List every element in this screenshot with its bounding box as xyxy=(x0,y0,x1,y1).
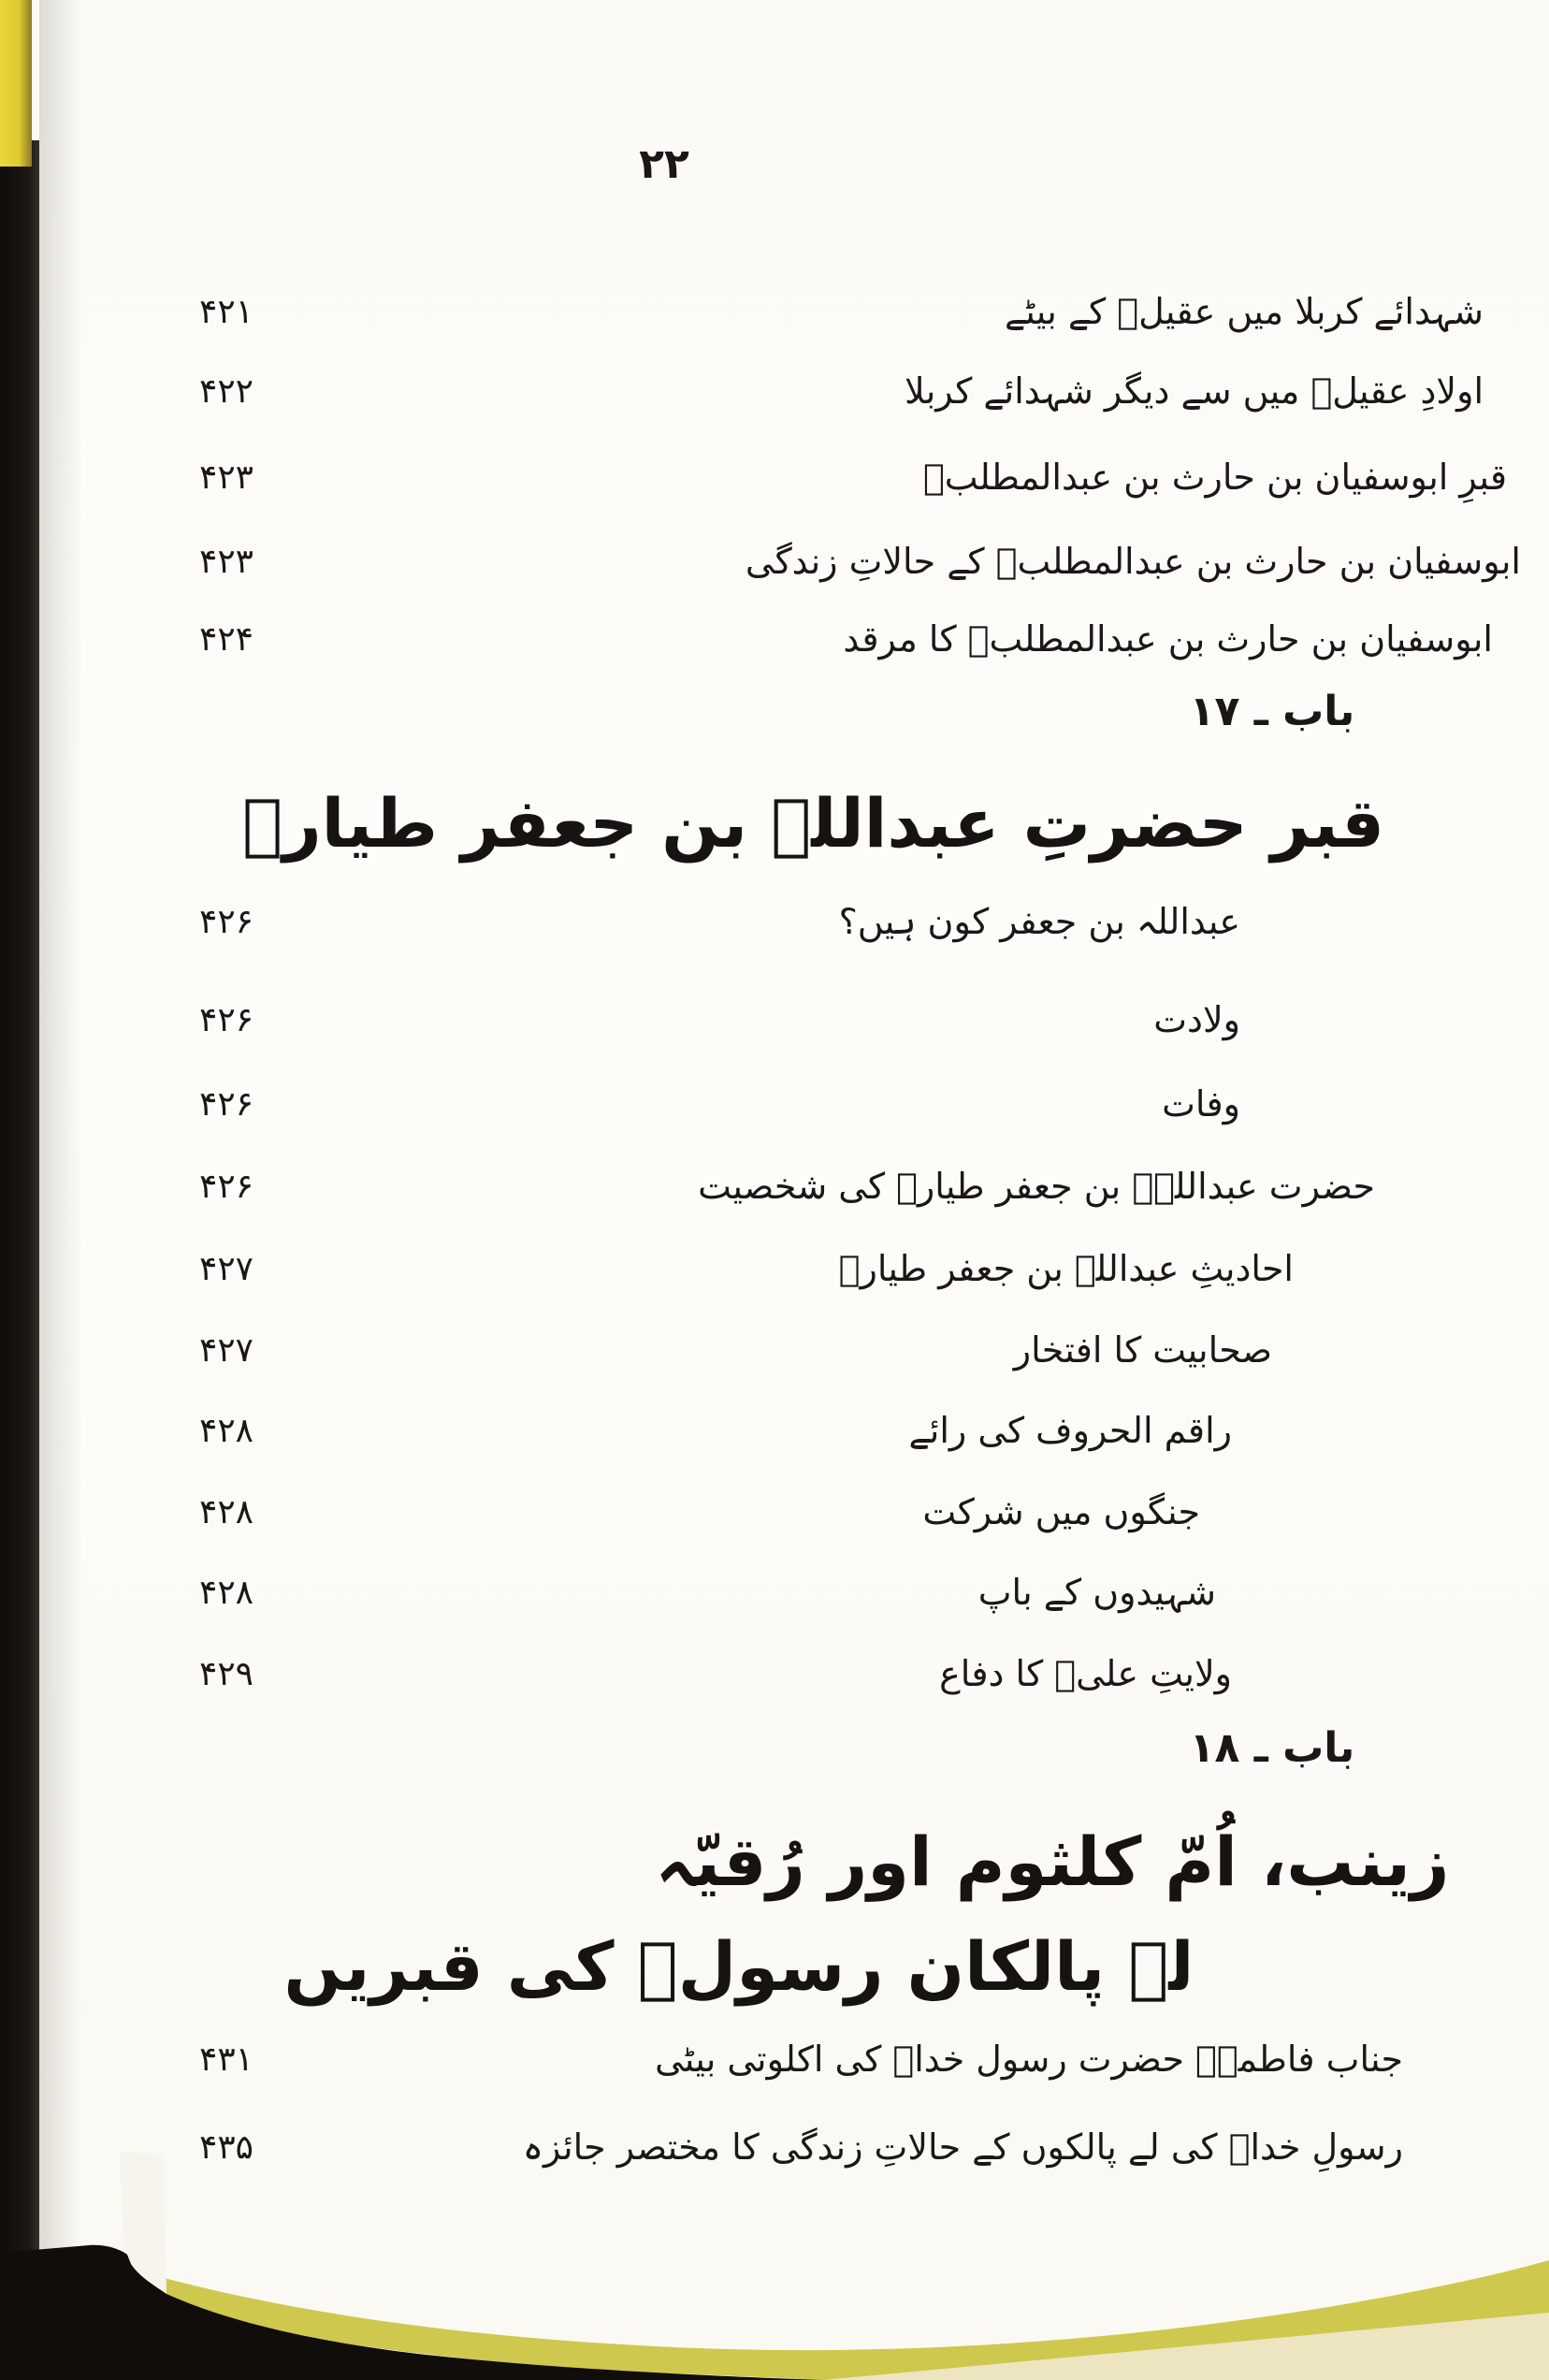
toc-entry-title: ابوسفیان بن حارث بن عبدالمطلبؑ کے حالاتِ زندگی xyxy=(745,541,1521,582)
toc-page-number: ۴۲۶ xyxy=(199,1167,254,1206)
toc-entry-title: شہیدوں کے باپ xyxy=(977,1572,1216,1613)
toc-entry-title: شہدائے کربلا میں عقیلؑ کے بیٹے xyxy=(1005,291,1484,332)
toc-entry-title: راقم الحروف کی رائے xyxy=(908,1410,1232,1451)
toc-page-number: ۴۲۲ xyxy=(199,371,254,411)
left-gutter-shadow xyxy=(39,0,82,2380)
toc-page-number: ۴۲۳ xyxy=(199,457,254,497)
toc-row xyxy=(199,2116,1403,2178)
toc-row xyxy=(199,1481,1200,1543)
toc-row xyxy=(199,608,1493,670)
toc-page-number: ۴۲۸ xyxy=(199,1492,254,1531)
toc-entry-title: جناب فاطمہؑ حضرت رسول خداؐ کی اکلوتی بیٹی xyxy=(655,2039,1403,2080)
toc-entry-title: قبرِ ابوسفیان بن حارث بن عبدالمطلبؑ xyxy=(922,457,1507,498)
toc-page-number: ۴۳۱ xyxy=(199,2039,254,2079)
toc-row xyxy=(199,1073,1240,1135)
toc-entry-title: ولادت xyxy=(1153,999,1240,1040)
toc-row xyxy=(199,1155,1375,1217)
toc-entry-title: وفات xyxy=(1162,1083,1240,1125)
toc-row xyxy=(199,1643,1232,1705)
chapter-17-heading: قبر حضرتِ عبداللہ بن جعفر طیارؑ xyxy=(242,784,1384,863)
toc-page-number: ۴۲۷ xyxy=(199,1249,254,1288)
toc-row xyxy=(199,1319,1272,1381)
toc-row xyxy=(199,360,1484,422)
toc-page-number: ۴۲۳ xyxy=(199,542,254,581)
toc-entry-title: ولایتِ علیؑ کا دفاع xyxy=(939,1653,1232,1694)
toc-row xyxy=(199,281,1484,342)
toc-row xyxy=(199,2028,1403,2090)
toc-page-number: ۴۲۶ xyxy=(199,1084,254,1124)
toc-entry-title: عبداللہ بن جعفر کون ہیں؟ xyxy=(838,901,1240,942)
page-number: ۲۲ xyxy=(639,140,689,188)
chapter-18-heading-line2: لے پالکان رسولؐ کی قبریں xyxy=(283,1927,1194,2006)
toc-page-number: ۴۲۶ xyxy=(199,1000,254,1039)
toc-page-number: ۴۲۸ xyxy=(199,1573,254,1612)
toc-page-number: ۴۳۵ xyxy=(199,2127,254,2167)
toc-entry-title: احادیثِ عبداللہ بن جعفر طیارؑ xyxy=(838,1248,1294,1289)
toc-entry-title: حضرت عبداللہؑ بن جعفر طیارؑ کی شخصیت xyxy=(698,1166,1375,1207)
toc-page-number: ۴۲۴ xyxy=(199,619,254,659)
toc-page-number: ۴۲۷ xyxy=(199,1330,254,1370)
toc-entry-title: جنگوں میں شرکت xyxy=(922,1491,1200,1532)
toc-row xyxy=(199,989,1240,1051)
toc-entry-title: صحابیت کا افتخار xyxy=(1013,1329,1272,1371)
toc-row xyxy=(199,446,1507,508)
toc-row xyxy=(199,1561,1216,1623)
toc-page-number: ۴۲۹ xyxy=(199,1654,254,1693)
toc-page-number: ۴۲۱ xyxy=(199,292,254,331)
book-cover-edge xyxy=(0,140,39,2380)
toc-entry-title: ابوسفیان بن حارث بن عبدالمطلبؑ کا مرقد xyxy=(843,618,1493,660)
toc-row xyxy=(199,891,1240,952)
toc-page-number: ۴۲۸ xyxy=(199,1411,254,1450)
toc-page-number: ۴۲۶ xyxy=(199,902,254,941)
chapter-18-bab-label: باب ـ ۱۸ xyxy=(1189,1724,1355,1772)
toc-row xyxy=(199,1238,1294,1299)
chapter-17-bab-label: باب ـ ۱۷ xyxy=(1189,688,1355,735)
chapter-18-heading-line1: زینب، اُمّ کلثوم اور رُقیّہ xyxy=(655,1822,1450,1901)
toc-row xyxy=(199,1400,1232,1461)
toc-entry-title: اولادِ عقیلؑ میں سے دیگر شہدائے کربلا xyxy=(905,370,1484,412)
toc-entry-title: رسولِ خداؐ کی لے پالکوں کے حالاتِ زندگی کا مختصر جائزہ xyxy=(522,2126,1403,2168)
toc-row xyxy=(199,530,1521,592)
